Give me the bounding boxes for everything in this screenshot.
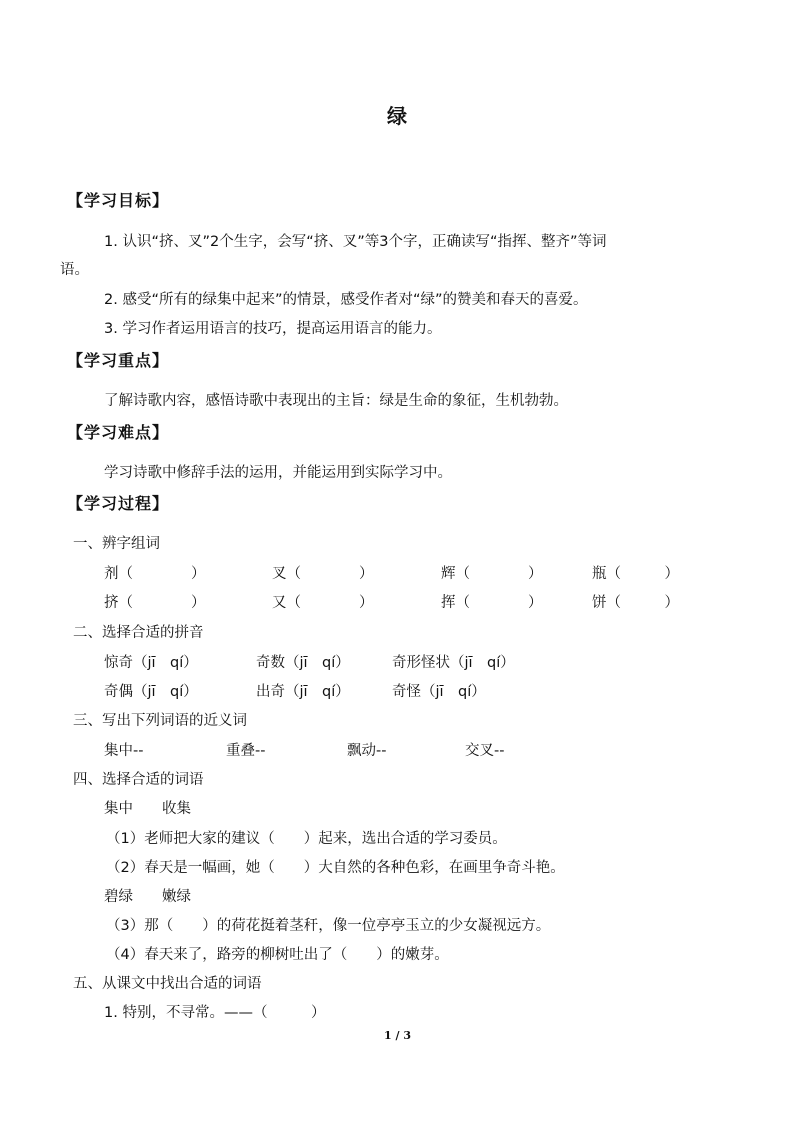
exercise-2-item: 奇怪（jī qí） [392, 684, 486, 700]
exercise-4-question-1: （1）老师把大家的建议（ ）起来，选出合适的学习委员。 [106, 831, 507, 847]
exercise-1-item: 瓶（ ） [592, 566, 679, 582]
exercise-4-question-4: （4）春天来了，路旁的柳树吐出了（ ）的嫩芽。 [106, 947, 449, 963]
exercise-2-item: 奇形怪状（jī qí） [392, 655, 515, 671]
exercise-1-item: 剂（ ） [104, 566, 206, 582]
section-heading-process: 【学习过程】 [67, 494, 170, 513]
exercise-3-item: 交叉-- [465, 743, 505, 759]
exercise-1-item: 又（ ） [272, 595, 374, 611]
section-heading-focus: 【学习重点】 [67, 351, 170, 370]
exercise-1-item: 辉（ ） [441, 566, 543, 582]
section-heading-difficulty: 【学习难点】 [67, 423, 170, 442]
exercise-1-item: 挥（ ） [441, 595, 543, 611]
exercise-3-item: 飘动-- [347, 743, 387, 759]
goal-item-1-cont: 语。 [60, 262, 89, 278]
exercise-5-question-1: 1. 特别，不寻常。——（ ） [104, 1005, 326, 1021]
goal-item-2: 2. 感受“所有的绿集中起来”的情景，感受作者对“绿”的赞美和春天的喜爱。 [104, 292, 588, 308]
exercise-4-question-2: （2）春天是一幅画，她（ ）大自然的各种色彩，在画里争奇斗艳。 [106, 860, 565, 876]
exercise-3-title: 三、写出下列词语的近义词 [73, 713, 247, 729]
exercise-2-item: 奇数（jī qí） [256, 655, 350, 671]
exercise-2-item: 惊奇（jī qí） [104, 655, 198, 671]
exercise-1-item: 饼（ ） [592, 595, 679, 611]
exercise-3-item: 集中-- [104, 743, 144, 759]
exercise-5-title: 五、从课文中找出合适的词语 [73, 976, 262, 992]
exercise-1-title: 一、辨字组词 [73, 536, 160, 552]
exercise-2-item: 奇偶（jī qí） [104, 684, 198, 700]
exercise-4-word-choices-1: 集中 收集 [104, 801, 191, 817]
goal-item-1: 1. 认识“挤、叉”2个生字，会写“挤、叉”等3个字，正确读写“指挥、整齐”等词 [104, 234, 607, 250]
exercise-1-item: 叉（ ） [272, 566, 374, 582]
section-heading-goals: 【学习目标】 [67, 191, 170, 210]
goal-item-3: 3. 学习作者运用语言的技巧，提高运用语言的能力。 [104, 321, 442, 337]
page-title: 绿 [387, 104, 407, 128]
focus-text: 了解诗歌内容，感悟诗歌中表现出的主旨：绿是生命的象征，生机勃勃。 [104, 393, 568, 409]
exercise-2-title: 二、选择合适的拼音 [73, 625, 204, 641]
page-number: 1 / 3 [384, 1029, 411, 1042]
exercise-3-item: 重叠-- [226, 743, 266, 759]
exercise-1-item: 挤（ ） [104, 595, 206, 611]
exercise-2-item: 出奇（jī qí） [256, 684, 350, 700]
exercise-4-word-choices-2: 碧绿 嫩绿 [104, 889, 191, 905]
exercise-4-title: 四、选择合适的词语 [73, 772, 204, 788]
exercise-4-question-3: （3）那（ ）的荷花挺着茎秆，像一位亭亭玉立的少女凝视远方。 [106, 918, 551, 934]
difficulty-text: 学习诗歌中修辞手法的运用，并能运用到实际学习中。 [104, 465, 452, 481]
